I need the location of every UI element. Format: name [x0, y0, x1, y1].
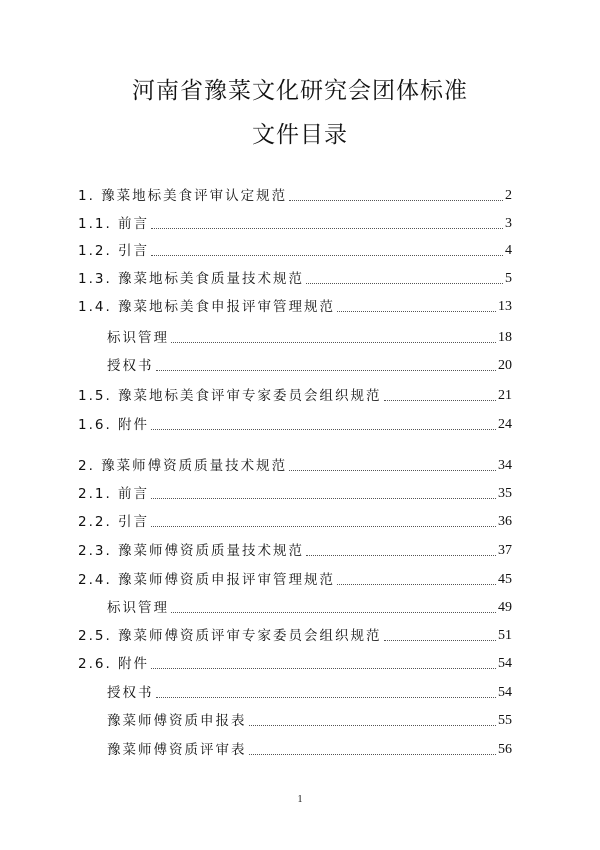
toc-entry-label: 1.6. 附件 [78, 417, 150, 433]
toc-entry[interactable] [78, 356, 512, 376]
dot-leader [249, 724, 497, 726]
toc-entry[interactable] [78, 512, 512, 532]
document-subtitle: 文件目录 [252, 122, 348, 148]
toc-entry[interactable] [78, 570, 512, 590]
dot-leader [289, 199, 503, 201]
dot-leader [156, 369, 497, 371]
toc-entry-page: 45 [498, 572, 512, 587]
toc-entry[interactable] [78, 386, 512, 406]
toc-entry-page: 55 [498, 713, 512, 728]
dot-leader [384, 639, 496, 641]
toc-entry-page: 21 [498, 388, 512, 403]
toc-entry-label: 2.5. 豫菜师傅资质评审专家委员会组织规范 [78, 628, 382, 644]
toc-entry[interactable] [78, 186, 512, 206]
toc-entry-page: 2 [505, 188, 512, 203]
dot-leader [151, 227, 503, 229]
toc-entry[interactable] [78, 241, 512, 261]
toc-entry[interactable] [78, 654, 512, 674]
dot-leader [151, 525, 496, 527]
dot-leader [249, 753, 497, 755]
toc-entry-page: 24 [498, 417, 512, 432]
document-title: 河南省豫菜文化研究会团体标准 [132, 78, 468, 104]
toc-entry[interactable] [78, 598, 512, 618]
dot-leader [306, 282, 503, 284]
toc-entry[interactable] [78, 683, 512, 703]
toc-entry-page: 3 [505, 216, 512, 231]
page-number: 1 [297, 794, 303, 805]
toc-entry[interactable] [78, 484, 512, 504]
toc-entry-page: 54 [498, 656, 512, 671]
toc-entry-page: 13 [498, 299, 512, 314]
toc-entry-label: 标识管理 [107, 330, 169, 346]
toc-entry-page: 49 [498, 600, 512, 615]
toc-entry[interactable] [78, 214, 512, 234]
dot-leader [306, 554, 496, 556]
dot-leader [289, 469, 496, 471]
toc-entry-page: 56 [498, 742, 512, 757]
toc-entry-label: 1.1. 前言 [78, 216, 150, 232]
toc-entry-page: 54 [498, 685, 512, 700]
toc-entry-page: 36 [498, 514, 512, 529]
dot-leader [171, 611, 496, 613]
toc-entry-label: 1.2. 引言 [78, 243, 150, 259]
toc-entry-label: 授权书 [107, 358, 154, 374]
toc-entry-page: 5 [505, 271, 512, 286]
toc-entry[interactable] [78, 711, 512, 731]
dot-leader [384, 399, 496, 401]
toc-entry-label: 1.4. 豫菜地标美食申报评审管理规范 [78, 299, 336, 315]
toc-entry[interactable] [78, 297, 512, 317]
toc-entry-label: 1.3. 豫菜地标美食质量技术规范 [78, 271, 305, 287]
toc-entry-label: 2.2. 引言 [78, 514, 150, 530]
toc-entry-label: 豫菜师傅资质评审表 [107, 742, 247, 758]
toc-entry[interactable] [78, 415, 512, 435]
dot-leader [337, 310, 496, 312]
toc-entry-page: 4 [505, 243, 512, 258]
toc-entry[interactable] [78, 269, 512, 289]
dot-leader [151, 428, 496, 430]
toc-entry[interactable] [78, 456, 512, 476]
toc-entry-label: 标识管理 [107, 600, 169, 616]
dot-leader [156, 696, 497, 698]
toc-entry-page: 34 [498, 458, 512, 473]
dot-leader [151, 254, 503, 256]
toc-entry-page: 18 [498, 330, 512, 345]
toc-entry-page: 37 [498, 543, 512, 558]
toc-entry-label: 2.6. 附件 [78, 656, 150, 672]
toc-entry-label: 授权书 [107, 685, 154, 701]
toc-entry-page: 51 [498, 628, 512, 643]
toc-entry[interactable] [78, 541, 512, 561]
dot-leader [337, 583, 496, 585]
toc-entry-page: 20 [498, 358, 512, 373]
toc-entry-label: 豫菜师傅资质申报表 [107, 713, 247, 729]
toc-entry-label: 2.4. 豫菜师傅资质申报评审管理规范 [78, 572, 336, 588]
toc-entry-page: 35 [498, 486, 512, 501]
toc-entry[interactable] [78, 626, 512, 646]
dot-leader [151, 497, 496, 499]
toc-entry[interactable] [78, 328, 512, 348]
toc-entry-label: 1. 豫菜地标美食评审认定规范 [78, 188, 288, 204]
toc-entry-label: 1.5. 豫菜地标美食评审专家委员会组织规范 [78, 388, 382, 404]
toc-entry-label: 2. 豫菜师傅资质质量技术规范 [78, 458, 288, 474]
toc-entry-label: 2.3. 豫菜师傅资质质量技术规范 [78, 543, 305, 559]
toc-entry-label: 2.1. 前言 [78, 486, 150, 502]
dot-leader [171, 341, 496, 343]
dot-leader [151, 667, 496, 669]
toc-entry[interactable] [78, 740, 512, 760]
